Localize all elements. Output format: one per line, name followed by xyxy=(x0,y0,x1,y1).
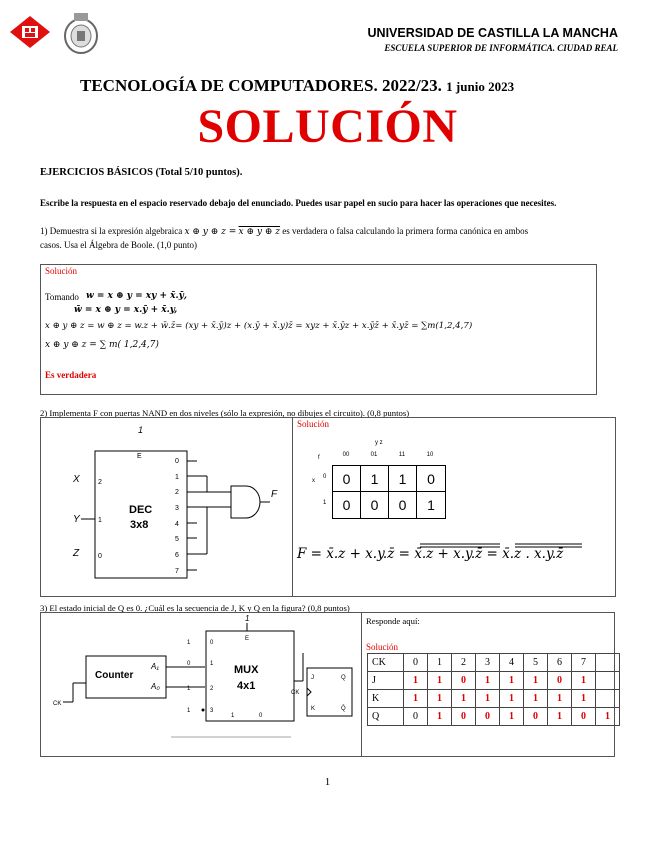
kmap-row-label: x xyxy=(312,478,315,484)
mux-size: 4x1 xyxy=(237,680,256,692)
q2-expression: F = x̄.z + x.y.z̄ = x̄.z + x.y.z̄ = x̄.z . x.y.z̄ xyxy=(297,546,564,562)
decoder-size: 3x8 xyxy=(130,519,149,531)
q1-conclusion: Es verdadera xyxy=(45,370,97,380)
kmap-cell: 0 xyxy=(333,466,361,492)
mux-enable-pin: E xyxy=(245,636,250,642)
kmap-cell: 1 xyxy=(361,466,389,492)
q3-statement: 3) El estado inicial de Q es 0. ¿Cuál es la secuencia de J, K y Q en la figura? (0,8 puntos) xyxy=(40,603,350,613)
q1-taking: Tomando xyxy=(45,292,79,302)
q1-line3: x ⊕ y ⊕ z = w ⊕ z = w.z + w̄.z̄= (xy + x̄.ȳ)z + (x.ȳ + x̄.y)z̄ = xyz + x̄.ȳz + x.ȳz̄ + x̄.yz̄ = ∑m(1,2,4,7) xyxy=(45,321,473,331)
course-title: TECNOLOGÍA DE COMPUTADORES. 2022/23. 1 junio 2023 xyxy=(80,76,515,95)
kmap-cell: 0 xyxy=(417,466,445,492)
counter-clock-label: CK xyxy=(53,701,62,707)
kmap-cell: 1 xyxy=(389,466,417,492)
mux-in-3: 1 xyxy=(187,708,191,714)
university-name: UNIVERSIDAD DE CASTILLA LA MANCHA xyxy=(367,26,618,40)
table-row: K 1 1 1 1 1 1 1 1 xyxy=(368,690,620,708)
uclm-logo-icon xyxy=(8,14,52,50)
q2-statement: 2) Implementa F con puertas NAND en dos niveles (sólo la expresión, no dibujes el circuito). (0,8 puntos) xyxy=(40,408,410,418)
ff-pin-q: Q xyxy=(341,675,346,681)
out-4: 4 xyxy=(175,521,179,528)
mux-enable-input: 1 xyxy=(245,614,250,623)
out-3: 3 xyxy=(175,505,179,512)
table-row: J 1 1 0 1 1 1 0 1 xyxy=(368,672,620,690)
mux-in-0: 1 xyxy=(187,640,191,646)
q1-line2: w̄ = x ⊕ y = x.ȳ + x̄.y, xyxy=(74,305,178,315)
q3-solution-label: Solución xyxy=(366,642,399,652)
pin-x: 2 xyxy=(98,479,102,486)
kmap-row-1: 1 xyxy=(323,500,327,506)
decoder-circuit xyxy=(41,418,292,596)
mux-pin-3: 3 xyxy=(210,708,214,714)
out-0: 0 xyxy=(175,458,179,465)
pin-z: 0 xyxy=(98,553,102,560)
kmap-top-label: y z xyxy=(375,440,383,446)
decoder-outputs xyxy=(175,458,179,575)
solution-title: SOLUCIÓN xyxy=(197,100,458,153)
counter-name: Counter xyxy=(95,670,134,681)
expression-overlines xyxy=(420,543,590,549)
mux-block xyxy=(206,631,294,721)
karnaugh-map: 00 01 11 10 0 1 1 0 0 0 0 1 xyxy=(332,452,446,519)
school-seal-icon xyxy=(60,10,102,56)
kmap-cell: 1 xyxy=(427,497,435,513)
mux-name: MUX xyxy=(234,664,259,676)
mux-in-2: 1 xyxy=(187,686,191,692)
page-number: 1 xyxy=(324,776,331,788)
mux-in-1: 0 xyxy=(187,661,191,667)
out-2: 2 xyxy=(175,489,179,496)
kmap-row-0: 0 xyxy=(323,474,327,480)
input-z-label: Z xyxy=(73,548,80,559)
section-title: EJERCICIOS BÁSICOS (Total 5/10 puntos). xyxy=(40,167,243,178)
out-6: 6 xyxy=(175,552,179,559)
and-gate-icon xyxy=(231,486,260,518)
out-1: 1 xyxy=(175,474,179,481)
kmap-corner: f xyxy=(318,455,320,461)
q1-statement: 1) Demuestra si la expresión algebraica x ⊕ y ⊕ z = x ⊕ y ⊕ z es verdadera o falsa calculando la primera forma canónica en ambos casos. Usa el Álgebra de Boole. (1,0 punto) xyxy=(40,226,529,250)
pin-y: 1 xyxy=(98,517,102,524)
instructions: Escribe la respuesta en el espacio reservado debajo del enunciado. Puedes usar papel en sucio para hacer las operaciones que necesites. xyxy=(40,198,557,208)
enable-input-label: 1 xyxy=(138,425,144,435)
decoder-name: DEC xyxy=(129,504,153,516)
ff-clock-label: CK xyxy=(291,690,300,696)
out-5: 5 xyxy=(175,536,179,543)
sequence-table xyxy=(367,653,620,726)
q1-solution-label: Solución xyxy=(45,266,78,276)
ff-pin-j: J xyxy=(311,675,314,681)
ff-pin-qbar: Q̄ xyxy=(341,706,346,712)
counter-a1: A₁ xyxy=(151,662,159,671)
input-x-label: X xyxy=(73,474,80,485)
kmap-cell: 0 xyxy=(333,492,361,518)
decoder-enable-pin: E xyxy=(137,453,142,460)
mux-sel-0: 0 xyxy=(259,713,263,719)
out-7: 7 xyxy=(175,568,179,575)
ff-pin-k: K xyxy=(311,706,316,712)
kmap-cell: 0 xyxy=(389,492,417,518)
mux-sel-1: 1 xyxy=(231,713,235,719)
kmap-cell: 0 xyxy=(361,492,389,518)
mux-circuit xyxy=(41,613,361,756)
mux-pin-2: 2 xyxy=(210,686,214,692)
mux-pin-1: 1 xyxy=(210,661,214,667)
school-name: ESCUELA SUPERIOR DE INFORMÁTICA. CIUDAD REAL xyxy=(384,43,618,53)
input-y-label: Y xyxy=(73,514,80,525)
table-row: CK 0 1 2 3 4 5 6 7 xyxy=(368,654,620,672)
exam-date: 1 junio 2023 xyxy=(446,79,515,94)
q2-solution-label: Solución xyxy=(297,419,330,429)
output-f-label: F xyxy=(271,489,278,500)
q3-answer-here: Responde aquí: xyxy=(366,616,420,626)
table-row: Q 0 1 0 0 1 0 1 0 1 xyxy=(368,708,620,726)
q1-line4: x ⊕ y ⊕ z = ∑ m( 1,2,4,7) xyxy=(45,340,159,350)
q1-line1: w = x ⊕ y = xy + x̄.ȳ, xyxy=(86,291,188,301)
counter-a0: A₀ xyxy=(151,682,160,691)
mux-pin-0: 0 xyxy=(210,640,214,646)
